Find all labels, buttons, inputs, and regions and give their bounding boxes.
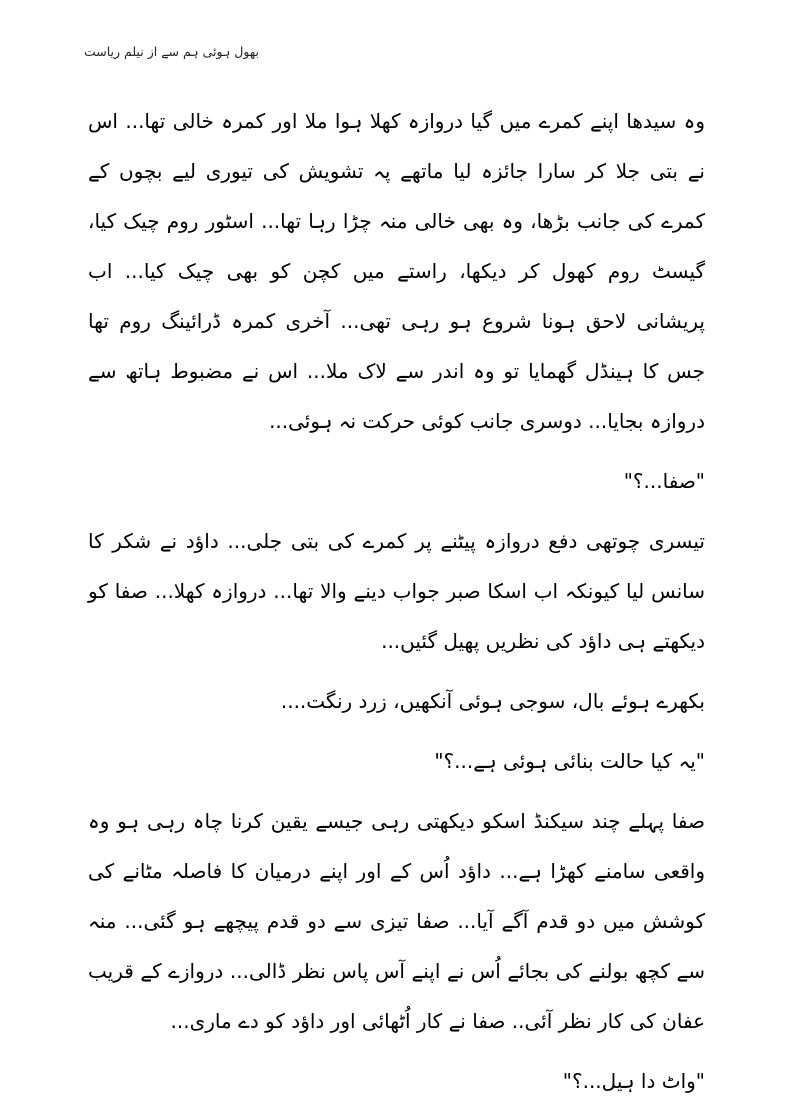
page-header-title: بھول ہوئی ہم سے از نیلم ریاست (84, 44, 260, 59)
story-paragraph: صفا پہلے چند سیکنڈ اسکو دیکھتی رہی جیسے یقین کرنا چاہ رہی ہو وہ واقعی سامنے کھڑا ہے... داؤد اُس کے اور اپنے درمیان کا فاصلہ مٹانے کی کوشش میں دو قدم آگے آیا... صفا تیزی سے دو قدم پیچھے ہو گئی... منہ سے کچھ بولنے کی بجائے اُس نے اپنے آس پاس نظر ڈالی... دروازے کے قریب عفان کی کار نظر آئی.. صفا نے کار اُٹھائی اور داؤد کو دے ماری... (88, 809, 705, 1033)
dialogue-line: "واٹ دا ہیل...؟" (562, 1069, 705, 1093)
story-paragraph: بکھرے ہوئے بال، سوجی ہوئی آنکھیں، زرد رنگت.... (280, 689, 705, 713)
dialogue-line: "یہ کیا حالت بنائی ہوئی ہے...؟" (434, 749, 705, 773)
dialogue-line: "صفا...؟" (623, 469, 705, 493)
story-paragraph: وہ سیدھا اپنے کمرے میں گیا دروازہ کھلا ہوا ملا اور کمرہ خالی تھا... اس نے بتی جلا کر سارا جائزہ لیا ماتھے پہ تشویش کی تیوری لیے بچوں کے کمرے کی جانب بڑھا، وہ بھی خالی منہ چڑا رہا تھا... اسٹور روم چیک کیا، گیسٹ روم کھول کر دیکھا، راستے میں کچن کو بھی چیک کیا... اب پریشانی لاحق ہونا شروع ہو رہی تھی... آخری کمرہ ڈرائینگ روم تھا جس کا ہینڈل گھمایا تو وہ اندر سے لاک ملا... اس نے مضبوط ہاتھ سے دروازہ بجایا... دوسری جانب کوئی حرکت نہ ہوئی... (88, 109, 705, 433)
story-paragraph: تیسری چوتھی دفع دروازہ پیٹنے پر کمرے کی بتی جلی... داؤد نے شکر کا سانس لیا کیونکہ اب اسکا صبر جواب دینے والا تھا... دروازہ کھلا... صفا کو دیکھتے ہی داؤد کی نظریں پھیل گئیں... (88, 529, 705, 653)
story-text-body (88, 96, 705, 1116)
